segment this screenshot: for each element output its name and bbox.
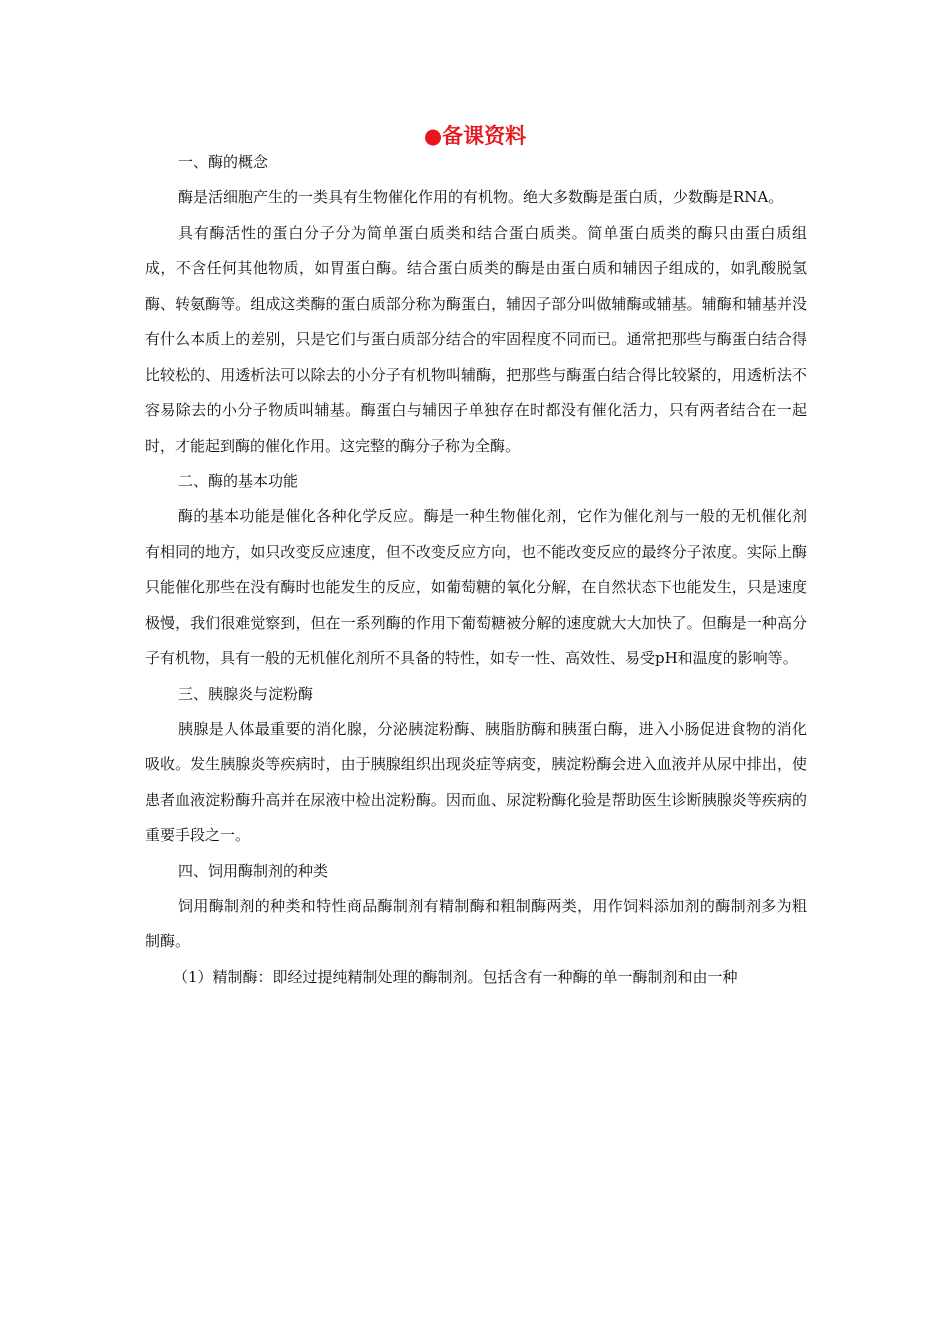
document-body [145, 145, 807, 995]
list-item: （1）精制酶：即经过提纯精制处理的酶制剂。包括含有一种酶的单一酶制剂和由一种 [173, 967, 738, 986]
paragraph: 具有酶活性的蛋白分子分为简单蛋白质类和结合蛋白质类。简单蛋白质类的酶只由蛋白质组成，不含任何其他物质，如胃蛋白酶。结合蛋白质类的酶是由蛋白质和辅因子组成的，如乳酸脱氢酶、转氨酶等。组成这类酶的蛋白质部分称为酶蛋白，辅因子部分叫做辅酶或辅基。辅酶和辅基并没有什么本质上的差别，只是它们与蛋白质部分结合的牢固程度不同而已。通常把那些与酶蛋白结合得比较松的、用透析法可以除去的小分子有机物叫辅酶，把那些与酶蛋白结合得比较紧的，用透析法不容易除去的小分子物质叫辅基。酶蛋白与辅因子单独存在时都没有催化活力，只有两者结合在一起时，才能起到酶的催化作用。这完整的酶分子称为全酶。 [145, 223, 807, 455]
title-text: 备课资料 [442, 123, 527, 148]
section-heading-feed-enzymes: 四、饲用酶制剂的种类 [178, 861, 329, 880]
paragraph: 胰腺是人体最重要的消化腺，分泌胰淀粉酶、胰脂肪酶和胰蛋白酶，进入小肠促进食物的消化吸收。发生胰腺炎等疾病时，由于胰腺组织出现炎症等病变，胰淀粉酶会进入血液并从尿中排出，使患者血液淀粉酶升高并在尿液中检出淀粉酶。因而血、尿淀粉酶化验是帮助医生诊断胰腺炎等疾病的重要手段之一。 [145, 719, 807, 844]
paragraph: 饲用酶制剂的种类和特性商品酶制剂有精制酶和粗制酶两类，用作饲料添加剂的酶制剂多为粗制酶。 [145, 896, 807, 950]
section-heading-function: 二、酶的基本功能 [178, 472, 299, 490]
section-heading-concept: 一、酶的概念 [178, 153, 269, 171]
title-bullet-icon: ● [423, 123, 443, 148]
paragraph: 酶的基本功能是催化各种化学反应。酶是一种生物催化剂，它作为催化剂与一般的无机催化剂有相同的地方，如只改变反应速度，但不改变反应方向，也不能改变反应的最终分子浓度。实际上酶只能催化那些在没有酶时也能发生的反应，如葡萄糖的氧化分解，在自然状态下也能发生，只是速度极慢，我们很难觉察到，但在一系列酶的作用下葡萄糖被分解的速度就大大加快了。但酶是一种高分子有机物，具有一般的无机催化剂所不具备的特性，如专一性、高效性、易受pH和温度的影响等。 [145, 507, 807, 667]
paragraph: 酶是活细胞产生的一类具有生物催化作用的有机物。绝大多数酶是蛋白质，少数酶是RNA。 [178, 188, 784, 206]
section-heading-pancreatitis: 三、胰腺炎与淀粉酶 [178, 684, 314, 703]
